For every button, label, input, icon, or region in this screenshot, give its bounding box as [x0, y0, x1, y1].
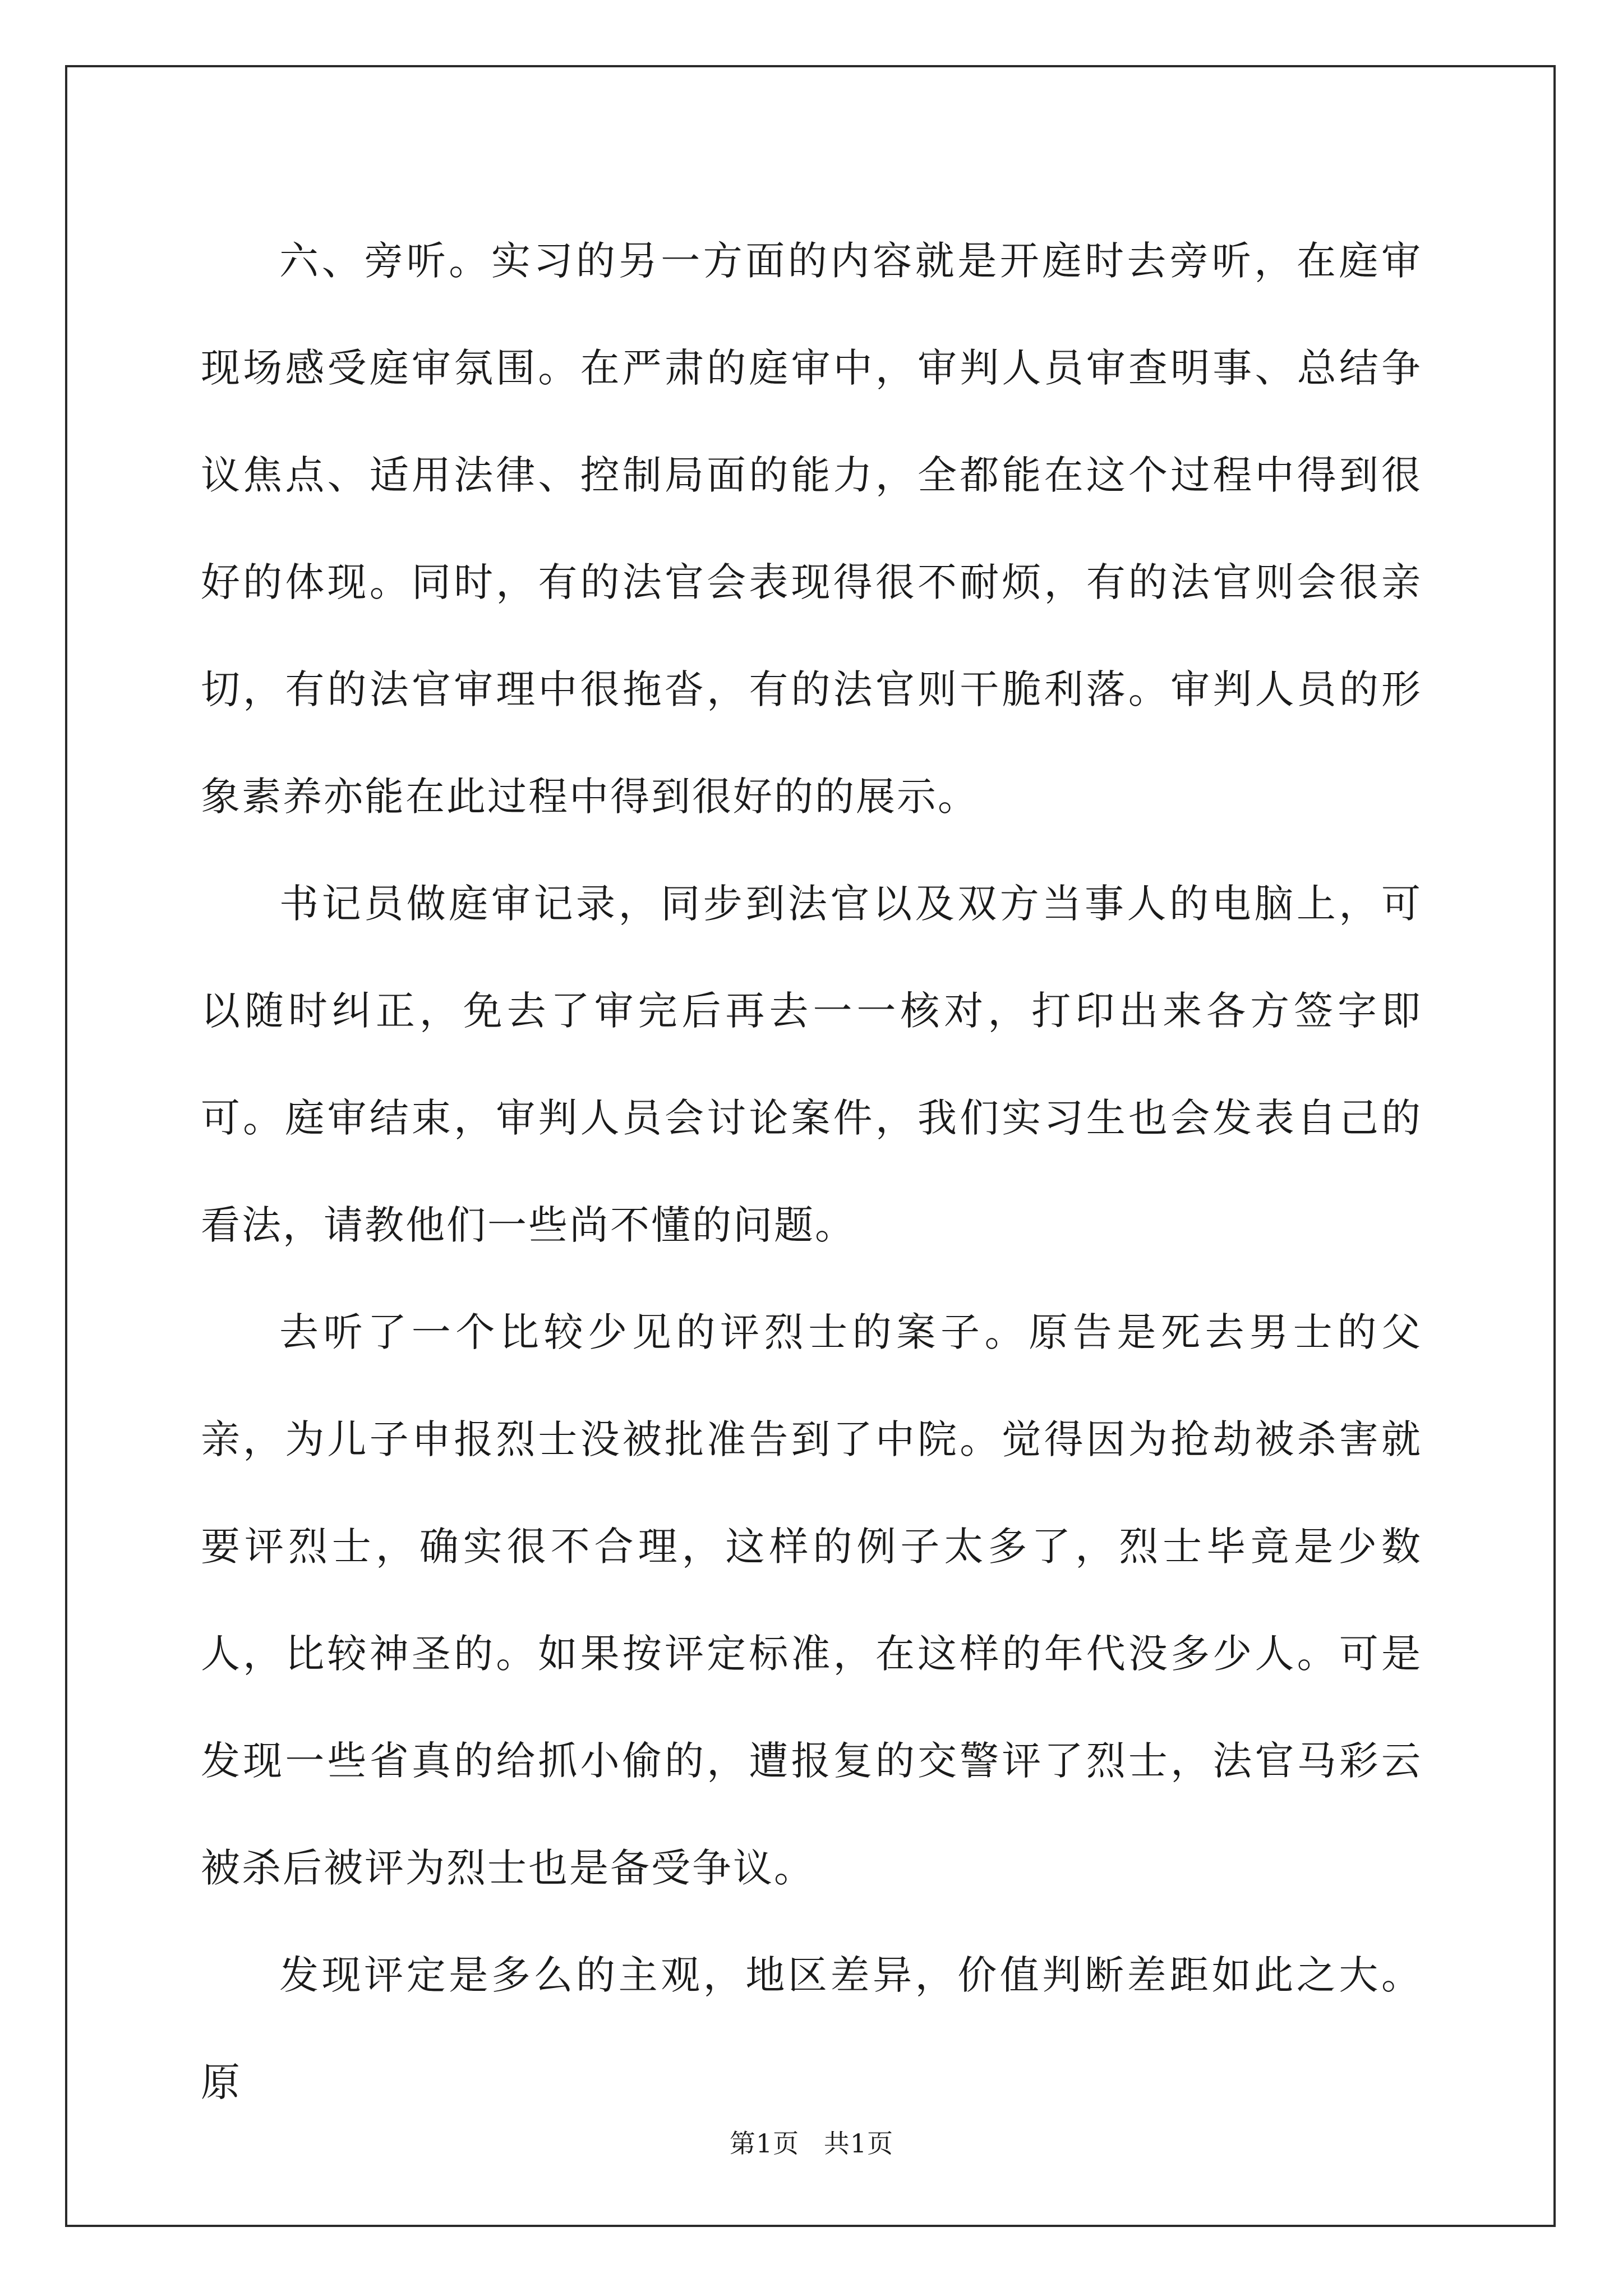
- paragraph-4: 发现评定是多么的主观，地区差异，价值判断差距如此之大。原: [201, 1952, 1422, 2105]
- paragraph-1: 六、旁听。实习的另一方面的内容就是开庭时去旁听，在庭审现场感受庭审氛围。在严肃的庭审中，审判人员审查明事、总结争议焦点、适用法律、控制局面的能力，全都能在这个过程中得到很好的体现。同时，有的法官会表现得很不耐烦，有的法官则会很亲切，有的法官审理中很拖沓，有的法官则干脆利落。审判人员的形象素养亦能在此过程中得到很好的的展示。: [201, 238, 1422, 820]
- page-number: 第1页: [729, 2128, 800, 2159]
- paragraph-2: 书记员做庭审记录，同步到法官以及双方当事人的电脑上，可以随时纠正，免去了审完后再去一一核对，打印出来各方签字即可。庭审结束，审判人员会讨论案件，我们实习生也会发表自己的看法，请教他们一些尚不懂的问题。: [201, 881, 1422, 1248]
- document-body: [201, 208, 1422, 2136]
- page-total: 共1页: [823, 2128, 894, 2159]
- page-footer: [0, 2123, 1623, 2160]
- paragraph-3: 去听了一个比较少见的评烈士的案子。原告是死去男士的父亲，为儿子申报烈士没被批准告到了中院。觉得因为抢劫被杀害就要评烈士，确实很不合理，这样的例子太多了，烈士毕竟是少数人，比较神圣的。如果按评定标准，在这样的年代没多少人。可是发现一些省真的给抓小偷的，遭报复的交警评了烈士，法官马彩云被杀后被评为烈士也是备受争议。: [201, 1309, 1422, 1891]
